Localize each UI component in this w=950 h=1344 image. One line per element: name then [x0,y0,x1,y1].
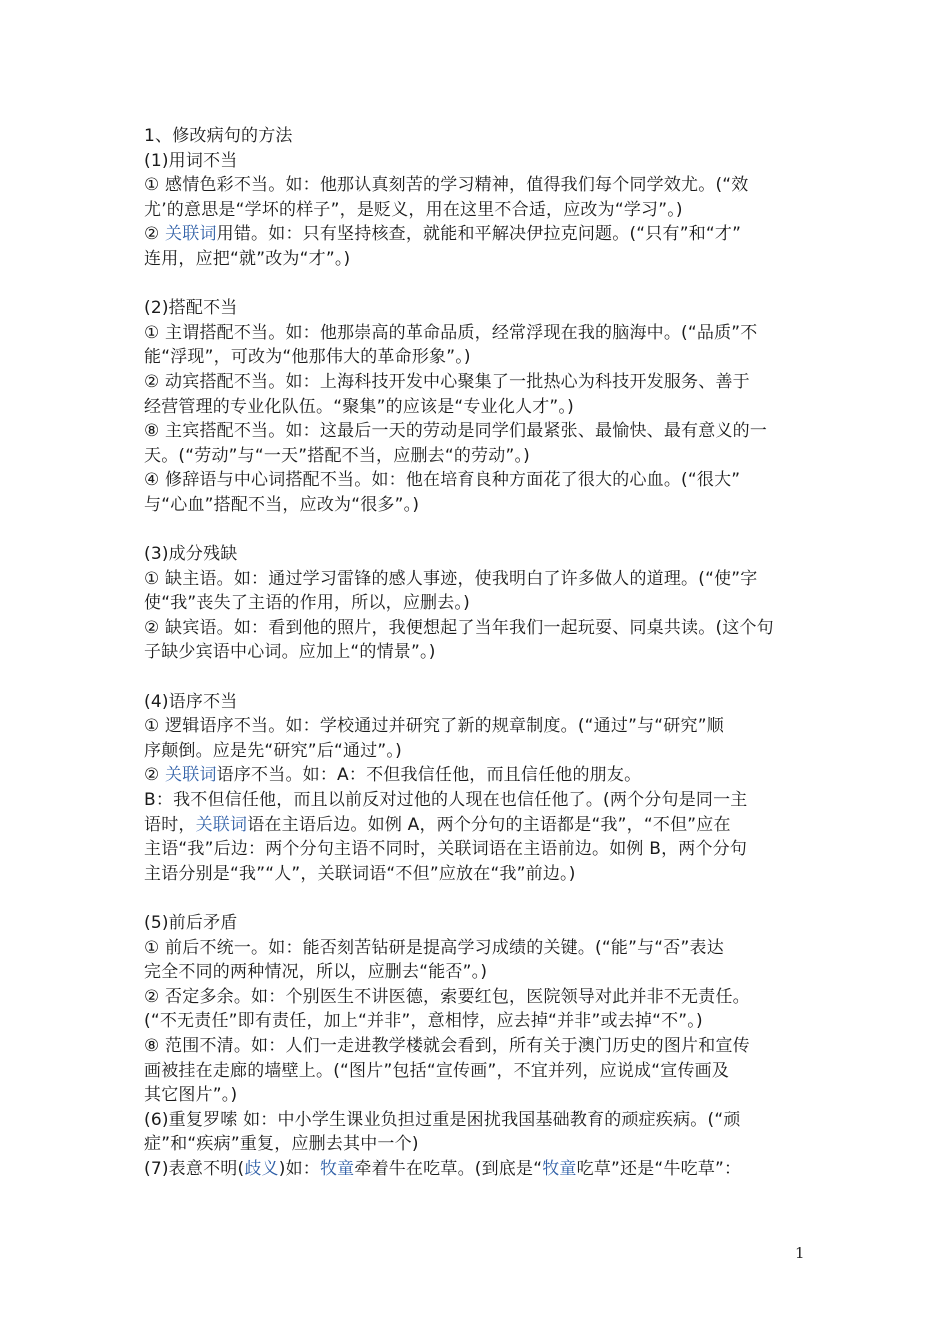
text-line [144,395,810,420]
text-segment: ④ 修辞语与中心词搭配不当。如：他在培育良种方面花了很大的心血。(“很大” [144,470,741,491]
section-spacer [144,886,810,911]
text-line [144,493,810,518]
text-segment: 吃草”还是“牛吃草”： [576,1158,742,1179]
text-segment: ② [144,765,166,786]
text-segment: B：我不但信任他，而且以前反对过他的人现在也信任他了。(两个分句是同一主 [144,790,748,811]
text-segment: 尤’的意思是“学坏的样子”，是贬义，用在这里不合适，应改为“学习”。) [144,199,683,220]
text-line [144,763,810,788]
text-segment: 画被挂在走廊的墙壁上。(“图片”包括“宣传画”，不宜并列，应说成“宣传画及 [144,1060,730,1081]
text-segment: ② 缺宾语。如：看到他的照片，我便想起了当年我们一起玩耍、同桌共读。(这个句 [144,617,774,638]
text-line [144,1059,810,1084]
text-segment: )如： [278,1158,320,1179]
keyword-link[interactable]: 歧义 [244,1158,279,1179]
text-segment: 语时， [144,814,196,835]
text-line [144,198,810,223]
section-heading: (5)前后矛盾 [144,913,238,933]
text-line [144,591,810,616]
text-line [144,985,810,1010]
text-segment: 用错。如：只有坚持核查，就能和平解决伊拉克问题。(“只有”和“才” [216,224,742,245]
text-segment: 能“浮现”，可改为“他那伟大的革命形象”。) [144,347,471,368]
text-segment: 症”和“疾病”重复，应删去其中一个) [144,1134,419,1155]
text-line [144,616,810,641]
text-segment: 子缺少宾语中心词。应加上“的情景”。) [144,642,436,663]
text-segment: ⑧ 主宾搭配不当。如：这最后一天的劳动是同学们最紧张、最愉快、最有意义的一 [144,421,768,442]
text-line [144,567,810,592]
text-segment: 使“我”丧失了主语的作用，所以，应删去。) [144,593,470,614]
text-line [144,813,810,838]
keyword-link[interactable]: 关联词 [165,224,217,245]
keyword-link[interactable]: 关联词 [165,765,217,786]
document-body [144,124,810,1182]
text-line [144,862,810,887]
document-title: 1、修改病句的方法 [144,126,293,146]
text-segment: (6)重复罗嗦 如：中小学生课业负担过重是困扰我国基础教育的顽症疾病。(“顽 [144,1109,741,1130]
text-line [144,1083,810,1108]
text-segment: 序颠倒。应是先“研究”后“通过”。) [144,740,402,761]
text-line [144,739,810,764]
text-line [144,321,810,346]
text-segment: ⑧ 范围不清。如：人们一走进教学楼就会看到，所有关于澳门历史的图片和宣传 [144,1035,750,1056]
text-line [144,1132,810,1157]
text-line [144,345,810,370]
text-line [144,222,810,247]
text-segment: ① 逻辑语序不当。如：学校通过并研究了新的规章制度。(“通过”与“研究”顺 [144,716,724,737]
text-segment: 经营管理的专业化队伍。“聚集”的应该是“专业化人才”。) [144,396,574,417]
text-segment: ① 主谓搭配不当。如：他那崇高的革命品质，经常浮现在我的脑海中。(“品质”不 [144,322,758,343]
text-line [144,173,810,198]
text-line [144,640,810,665]
text-line [144,936,810,961]
section-heading: (4)语序不当 [144,691,238,712]
text-segment: ② 动宾搭配不当。如：上海科技开发中心聚集了一批热心为科技开发服务、善于 [144,371,750,392]
text-line [144,1157,810,1182]
text-line [144,444,810,469]
section-spacer [144,518,810,543]
text-segment: 完全不同的两种情况，所以，应删去“能否”。) [144,962,488,983]
text-line [144,1034,810,1059]
section-spacer [144,272,810,297]
text-line [144,370,810,395]
text-line [144,1108,810,1133]
text-segment: 天。(“劳动”与“一天”搭配不当，应删去“的劳动”。) [144,445,531,466]
text-segment: 语序不当。如：A：不但我信任他，而且信任他的朋友。 [216,765,642,786]
text-line [144,419,810,444]
section-heading: (2)搭配不当 [144,298,238,319]
text-segment: 与“心血”搭配不当，应改为“很多”。) [144,494,420,515]
text-segment: ① 缺主语。如：通过学习雷锋的感人事迹，使我明白了许多做人的道理。(“使”字 [144,568,758,589]
text-line [144,468,810,493]
text-segment: ① 感情色彩不当。如：他那认真刻苦的学习精神，值得我们每个同学效尤。(“效 [144,175,749,196]
text-line [144,788,810,813]
text-line [144,960,810,985]
text-segment: 主语分别是“我”“人”，关联词语“不但”应放在“我”前边。) [144,863,576,884]
text-segment: ① 前后不统一。如：能否刻苦钻研是提高学习成绩的关键。(“能”与“否”表达 [144,937,724,958]
text-segment: (“不无责任”即有责任，加上“并非”，意相悖，应去掉“并非”或去掉“不”。) [144,1011,703,1032]
text-segment: ② [144,224,166,245]
keyword-link[interactable]: 牧童 [319,1158,355,1179]
section-spacer [144,665,810,690]
text-segment: 语在主语后边。如例 A，两个分句的主语都是“我”，“不但”应在 [247,814,731,835]
page-number: 1 [795,1244,805,1262]
text-segment: 牵着牛在吃草。(到底是“ [354,1158,543,1179]
text-line [144,1009,810,1034]
text-segment: ② 否定多余。如：个别医生不讲医德，索要红包，医院领导对此并非不无责任。 [144,986,750,1007]
keyword-link[interactable]: 关联词 [195,814,248,835]
text-line [144,247,810,272]
section-heading: (1)用词不当 [144,150,238,171]
text-line [144,714,810,739]
text-line [144,837,810,862]
keyword-link[interactable]: 牧童 [542,1158,577,1179]
text-segment: 其它图片”。) [144,1085,238,1106]
text-segment: (7)表意不明( [144,1158,245,1179]
text-segment: 连用，应把“就”改为“才”。) [144,248,351,269]
section-heading: (3)成分残缺 [144,544,238,565]
text-segment: 主语“我”后边：两个分句主语不同时，关联词语在主语前边。如例 B，两个分句 [144,839,748,860]
